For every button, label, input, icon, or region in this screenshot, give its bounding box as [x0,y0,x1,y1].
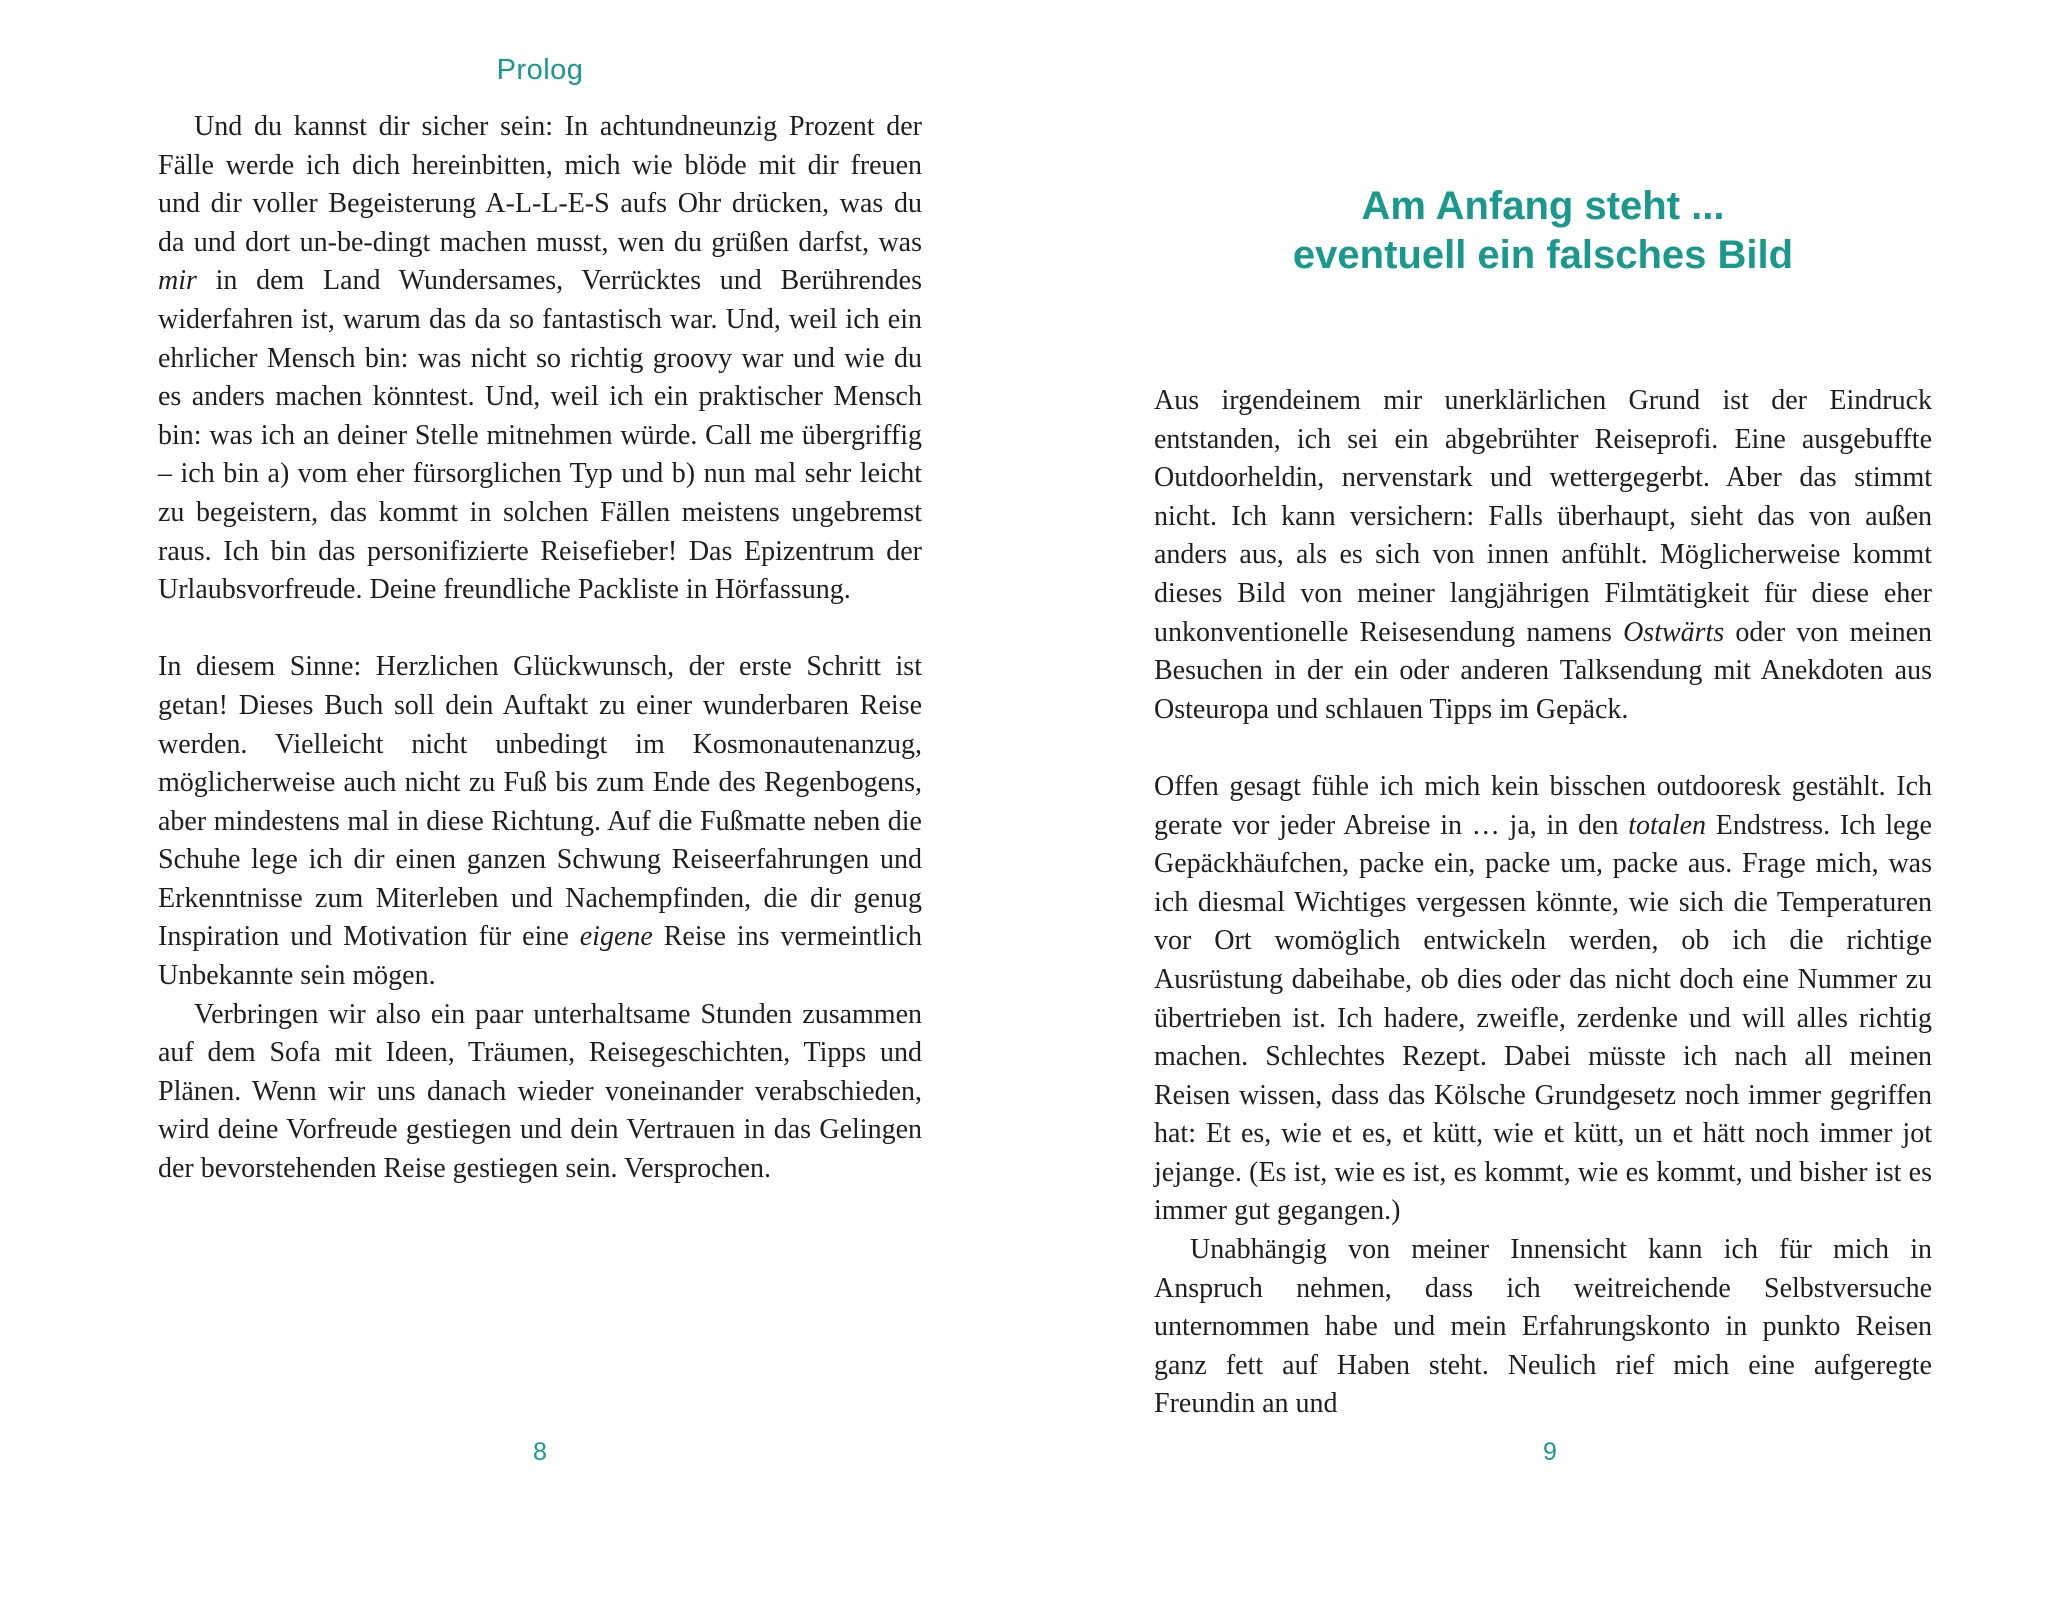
chapter-running-header: Prolog [496,54,584,86]
paragraph: Offen gesagt fühle ich mich kein bisschen outdooresk gestählt. Ich gerate vor jeder Abreise in … ja, in den totalen Endstress. Ich lege Gepäckhäufchen, packe ein, packe um, packe aus. Frage mich, was ich diesmal Wichtiges vergessen könnte, wie sich die Temperaturen vor Ort womöglich entwickeln werden, ob ich die richtige Ausrüstung dabeihabe, ob dies oder das nicht doch eine Nummer zu übertrieben ist. Ich hadere, zweifle, zerdenke und will alles richtig machen. Schlechtes Rezept. Dabei müsste ich nach all meinen Reisen wissen, dass das Kölsche Grundgesetz noch immer gegriffen hat: Et es, wie et es, et kütt, wie et kütt, un et hätt noch immer jot jejange. (Es ist, wie es ist, es kommt, wie es kommt, und bisher ist es immer gut gegangen.) [1154,770,1932,1227]
left-page-body [158,108,922,1189]
chapter-title-line-1: Am Anfang steht ... [1361,184,1725,228]
paragraph: Verbringen wir also ein paar unterhaltsame Stunden zusammen auf dem Sofa mit Ideen, Träumen, Reisegeschichten, Tipps und Plänen. Wenn wir uns danach wieder voneinander verabschieden, wird deine Vorfreude gestiegen und dein Vertrauen in das Gelingen der bevorstehenden Reise gestiegen sein. Versprochen. [158,998,922,1185]
right-page-number: 9 [1543,1438,1557,1466]
right-page-body [1154,382,1932,1424]
left-page-number: 8 [533,1438,547,1466]
paragraph: Aus irgendeinem mir unerklärlichen Grund ist der Eindruck entstanden, ich sei ein abgebrühter Reiseprofi. Eine ausgebuffte Outdoorheldin, nervenstark und wettergegerbt. Aber das stimmt nicht. Ich kann versichern: Falls überhaupt, sieht das von außen anders aus, als es sich von innen anfühlt. Möglicherweise kommt dieses Bild von meiner langjährigen Filmtätigkeit für diese eher unkonventionelle Reisesendung namens Ostwärts oder von meinen Besuchen in der ein oder anderen Talksendung mit Anekdoten aus Osteuropa und schlauen Tipps im Gepäck. [1154,385,1933,725]
chapter-title-line-2: eventuell ein falsches Bild [1292,233,1794,277]
paragraph: Und du kannst dir sicher sein: In achtundneunzig Prozent der Fälle werde ich dich hereinbitten, mich wie blöde mit dir freuen und dir voller Begeisterung A-L-L-E-S aufs Ohr drücken, was du da und dort un-be-dingt machen musst, wen du grüßen darfst, was mir in dem Land Wundersames, Verrücktes und Berührendes widerfahren ist, warum das da so fantastisch war. Und, weil ich ein ehrlicher Mensch bin: was nicht so richtig groovy war und wie du es anders machen könntest. Und, weil ich ein praktischer Mensch bin: was ich an deiner Stelle mitnehmen würde. Call me übergriffig – ich bin a) vom eher fürsorglichen Typ und b) nun mal sehr leicht zu begeistern, das kommt in solchen Fällen meistens ungebremst raus. Ich bin das personifizierte Reisefieber! Das Epizentrum der Urlaubsvorfreude. Deine freundliche Packliste in Hörfassung. [158,111,922,606]
chapter-title [1154,182,1932,280]
paragraph: In diesem Sinne: Herzlichen Glückwunsch, der erste Schritt ist getan! Dieses Buch soll dein Auftakt zu einer wunderbaren Reise werden. Vielleicht nicht unbedingt im Kosmonautenanzug, möglicherweise auch nicht zu Fuß bis zum Ende des Regenbogens, aber mindestens mal in diese Richtung. Auf die Fußmatte neben die Schuhe lege ich dir einen ganzen Schwung Reiseerfahrungen und Erkenntnisse zum Miterleben und Nachempfinden, die dir genug Inspiration und Motivation für eine eigene Reise ins vermeintlich Unbekannte sein mögen. [158,651,922,992]
paragraph: Unabhängig von meiner Innensicht kann ich für mich in Anspruch nehmen, dass ich weitreichende Selbstversuche unternommen habe und mein Erfahrungskonto in punkto Reisen ganz fett auf Haben steht. Neulich rief mich eine aufgeregte Freundin an und [1154,1234,1932,1420]
